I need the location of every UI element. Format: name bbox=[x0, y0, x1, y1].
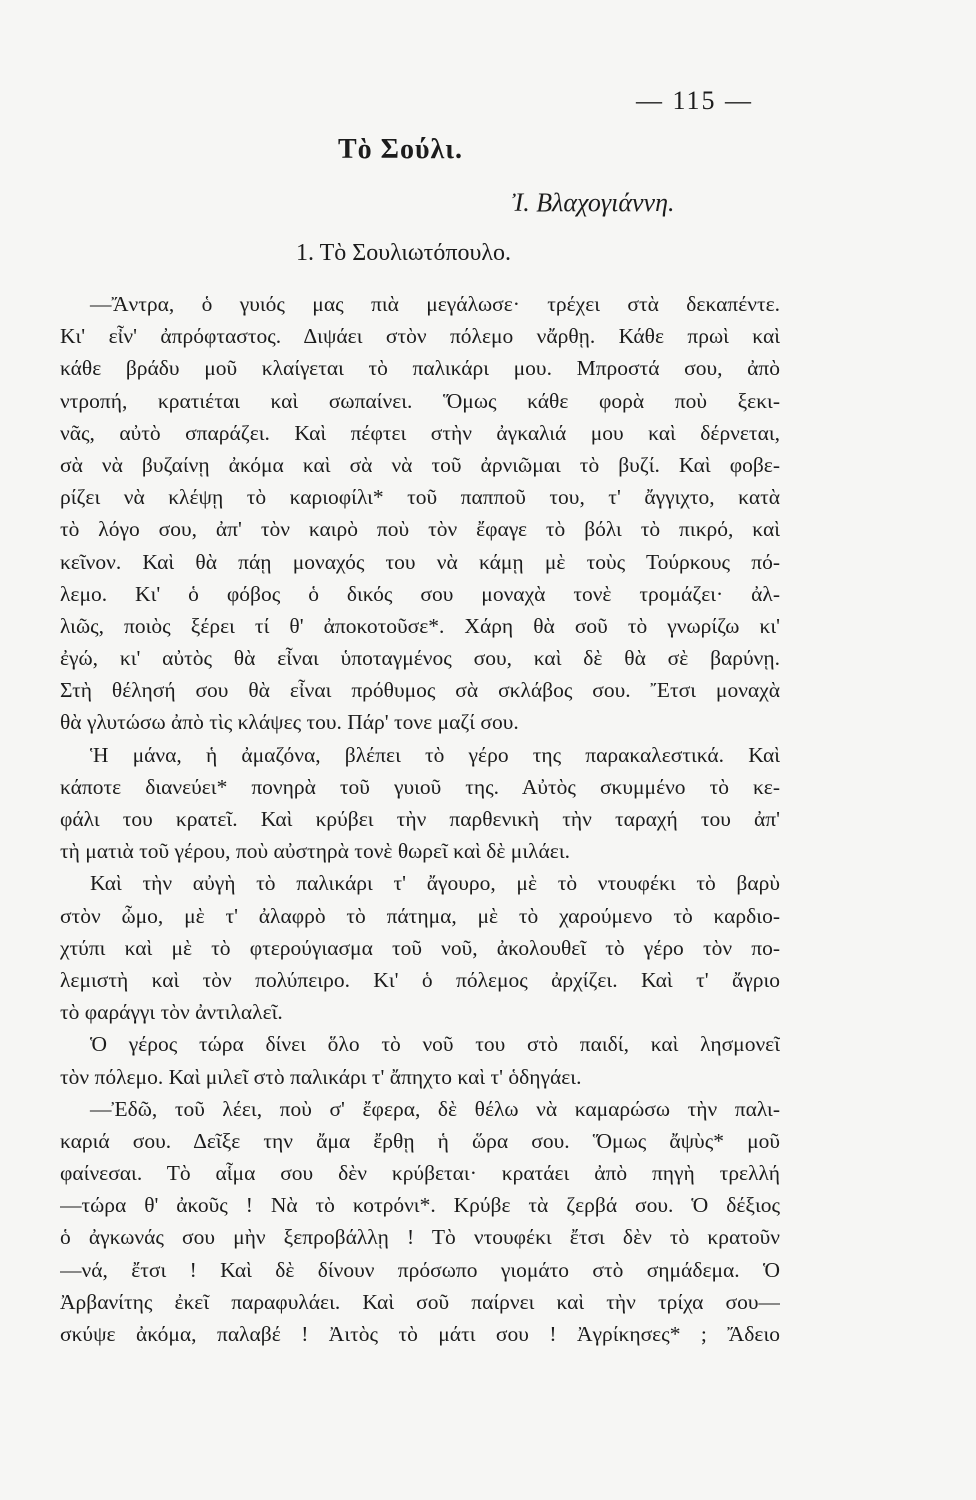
text-line: —Ἄντρα, ὁ γυιός μας πιὰ μεγάλωσε· τρέχει στὰ δεκαπέντε. bbox=[90, 292, 780, 316]
text-line: στὸν ὦμο, μὲ τ' ἀλαφρὸ τὸ πάτημα, μὲ τὸ χαρούμενο τὸ καρδιο- bbox=[60, 903, 780, 928]
text-line: κάθε βράδυ μοῦ κλαίγεται τὸ παλικάρι μου. Μπροστά σου, ἀπὸ bbox=[60, 356, 780, 381]
text-line: λεμιστὴ καὶ τὸν πολύπειρο. Κι' ὁ πόλεμος ἀρχίζει. Καὶ τ' ἄγριο bbox=[60, 967, 780, 992]
text-line: κεῖνον. Καὶ θὰ πάῃ μοναχός του νὰ κάμῃ μὲ τοὺς Τούρκους πό- bbox=[60, 549, 780, 574]
text-line: τὸ λόγο σου, ἀπ' τὸν καιρὸ ποὺ τὸν ἔφαγε τὸ βόλι τὸ πικρό, καὶ bbox=[60, 517, 780, 542]
text-line: Ἡ μάνα, ἡ ἀμαζόνα, βλέπει τὸ γέρο της παρακαλεστικά. Καὶ bbox=[90, 742, 780, 767]
text-line: Ἀρβανίτης ἐκεῖ παραφυλάει. Καὶ σοῦ παίρνει καὶ τὴν τρίχα σου— bbox=[60, 1289, 780, 1314]
text-line: Καὶ τὴν αὐγὴ τὸ παλικάρι τ' ἄγουρο, μὲ τὸ ντουφέκι τὸ βαρὺ bbox=[90, 871, 780, 896]
text-line: κάποτε διανεύει* πονηρὰ τοῦ γυιοῦ της. Αὐτὸς σκυμμένο τὸ κε- bbox=[60, 774, 780, 799]
text-line: —νά, ἔτσι ! Καὶ δὲ δίνουν πρόσωπο γιομάτο στὸ σημάδεμα. Ὁ bbox=[60, 1257, 780, 1282]
text-line: ὁ ἀγκωνάς σου μὴν ξεπροβάλλῃ ! Τὸ ντουφέκι ἔτσι δὲν τὸ κρατοῦν bbox=[60, 1225, 780, 1250]
text-line: —Ἐδῶ, τοῦ λέει, ποὺ σ' ἔφερα, δὲ θέλω νὰ καμαρώσω τὴν παλι- bbox=[90, 1096, 780, 1121]
text-line: σκύψε ἀκόμα, παλαβέ ! Ἀιτὸς τὸ μάτι σου ! Ἀγρίκησες* ; Ἄδειο bbox=[60, 1322, 780, 1346]
text-line: χτύπι καὶ μὲ τὸ φτερούγιασμα τοῦ νοῦ, ἀκολουθεῖ τὸ γέρο τὸν πο- bbox=[60, 935, 780, 960]
text-line: τὸ φαράγγι τὸν ἀντιλαλεῖ. bbox=[60, 1000, 283, 1025]
text-line: λεμο. Κι' ὁ φόβος ὁ δικός σου μοναχὰ τονὲ τρομάζει· ἀλ- bbox=[60, 581, 780, 606]
text-line: ρίζει νὰ κλέψῃ τὸ καριοφίλι* τοῦ παπποῦ του, τ' ἄγγιχτο, κατὰ bbox=[60, 485, 780, 510]
text-line: φάλι του κρατεῖ. Καὶ κρύβει τὴν παρθενικὴ τὴν ταραχή του ἀπ' bbox=[60, 807, 780, 831]
text-line: νᾶς, αὐτὸ σπαράζει. Καὶ πέφτει στὴν ἀγκαλιά μου καὶ δέρνεται, bbox=[60, 420, 780, 445]
chapter-title: Τὸ Σούλι. bbox=[338, 134, 463, 165]
text-line: Στὴ θέλησή σου θὰ εἶναι πρόθυμος σὰ σκλάβος σου. Ἔτσι μοναχὰ bbox=[60, 678, 780, 703]
text-line: φαίνεσαι. Τὸ αἷμα σου δὲν κρύβεται· κρατάει ἀπὸ πηγὴ τρελλή bbox=[60, 1161, 780, 1186]
page-number: — 115 — bbox=[636, 86, 754, 115]
body-text bbox=[60, 288, 780, 1350]
text-line: Ὁ γέρος τώρα δίνει ὅλο τὸ νοῦ του στὸ παιδί, καὶ λησμονεῖ bbox=[90, 1032, 780, 1057]
text-line: σὰ νὰ βυζαίνῃ ἀκόμα καὶ σὰ νὰ τοῦ ἀρνιῶμαι τὸ βυζί. Καὶ φοβε- bbox=[60, 452, 780, 477]
text-line: ἐγώ, κι' αὐτὸς θὰ εἶναι ὑποταγμένος σου, καὶ δὲ θὰ σὲ βαρύνῃ. bbox=[60, 646, 780, 671]
author-name: Ἰ. Βλαχογιάννη. bbox=[512, 188, 675, 217]
text-line: θὰ γλυτώσω ἀπὸ τὶς κλάψες του. Πάρ' τονε μαζί σου. bbox=[60, 710, 519, 735]
section-subtitle: 1. Τὸ Σουλιωτόπουλο. bbox=[296, 240, 511, 266]
text-line: —τώρα θ' ἀκοῦς ! Νὰ τὸ κοτρόνι*. Κρύβε τὰ ζερβά σου. Ὁ δέξιος bbox=[60, 1193, 780, 1218]
text-line: Κι' εἶν' ἀπρόφταστος. Διψάει στὸν πόλεμο νἄρθῃ. Κάθε πρωὶ καὶ bbox=[60, 324, 780, 349]
text-line: τὸν πόλεμο. Καὶ μιλεῖ στὸ παλικάρι τ' ἄπηχτο καὶ τ' ὁδηγάει. bbox=[60, 1064, 582, 1089]
text-line: τὴ ματιὰ τοῦ γέρου, ποὺ αὐστηρὰ τονὲ θωρεῖ καὶ δὲ μιλάει. bbox=[60, 839, 570, 864]
text-line: ντροπή, κρατιέται καὶ σωπαίνει. Ὅμως κάθε φορὰ ποὺ ξεκι- bbox=[60, 388, 780, 413]
text-line: καριά σου. Δεῖξε την ἄμα ἔρθῃ ἡ ὥρα σου. Ὅμως ἄψὺς* μοῦ bbox=[60, 1128, 780, 1153]
text-line: λιῶς, ποιὸς ξέρει τί θ' ἀποκοτοῦσε*. Χάρη θὰ σοῦ τὸ γνωρίζω κι' bbox=[60, 613, 780, 638]
